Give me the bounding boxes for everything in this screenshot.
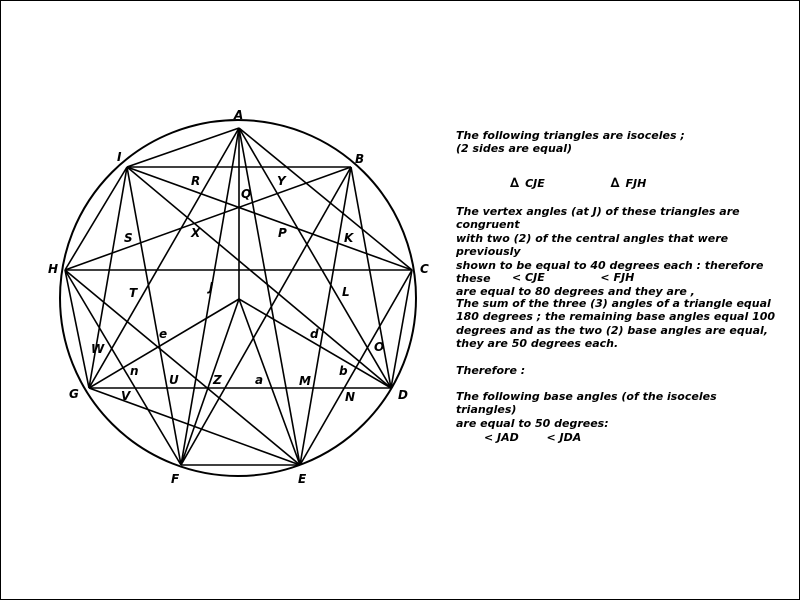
circumscribed-circle: [60, 120, 416, 476]
triangle-symbol-icon: ∆: [610, 176, 620, 191]
triangle-fjh: FJH: [625, 177, 647, 190]
point-label-M: M: [299, 374, 311, 388]
point-label-U: U: [169, 373, 179, 387]
base-angle-list: [484, 431, 581, 444]
triangle-list: [510, 177, 646, 190]
point-label-F: F: [171, 472, 180, 486]
angle-jda: < JDA: [546, 431, 582, 444]
nonagon-diagram: [1, 1, 441, 599]
point-label-J: J: [209, 280, 214, 294]
segment-CI: [127, 167, 412, 270]
point-label-Z: Z: [213, 373, 222, 387]
point-label-A: A: [234, 108, 244, 122]
vertex-angle-list: [512, 271, 634, 284]
point-label-V: V: [121, 389, 131, 403]
point-label-Y: Y: [277, 174, 286, 188]
base-angles-paragraph: The following base angles (of the isoceles triangles) are equal to 50 degrees:: [456, 390, 717, 430]
isosceles-statement: The following triangles are isoceles ; (2 sides are equal): [456, 129, 685, 156]
angle-jad: < JAD: [484, 431, 519, 444]
point-label-P: P: [278, 226, 287, 240]
point-label-G: G: [69, 387, 79, 401]
point-label-X: X: [191, 226, 201, 240]
triangle-symbol-icon: ∆: [510, 176, 520, 191]
point-label-T: T: [129, 286, 138, 300]
point-label-N: N: [345, 390, 356, 404]
point-label-D: D: [398, 388, 408, 402]
point-label-L: L: [342, 285, 350, 299]
point-label-B: B: [355, 152, 365, 166]
canvas: [1, 1, 799, 599]
point-label-n: n: [130, 364, 139, 378]
point-label-I: I: [117, 150, 122, 164]
angle-fjh: < FJH: [600, 271, 635, 284]
point-label-E: E: [298, 472, 307, 486]
point-label-b: b: [339, 364, 348, 378]
point-label-K: K: [344, 231, 354, 245]
vertex-angles-paragraph: The vertex angles (at J) of these triangles are congruent with two (2) of the central angles that were previously shown to be equal to 40 degrees each : therefore these are equal to 80 degrees and they are ,: [456, 205, 764, 299]
triangle-cje: CJE: [525, 177, 545, 190]
angle-cje: < CJE: [512, 271, 545, 284]
point-label-d: d: [310, 327, 319, 341]
point-label-e: e: [159, 327, 168, 341]
therefore-label: Therefore :: [456, 364, 526, 377]
point-label-R: R: [191, 174, 201, 188]
point-label-H: H: [48, 262, 59, 276]
point-label-C: C: [420, 262, 429, 276]
point-label-a: a: [255, 373, 264, 387]
point-label-O: O: [374, 340, 385, 354]
angle-sum-paragraph: The sum of the three (3) angles of a triangle equal 180 degrees ; the remaining base angles equal 100 degrees and as the two (2) base angles are equal, they are 50 degrees each.: [456, 297, 776, 351]
point-label-Q: Q: [241, 187, 252, 201]
point-label-S: S: [124, 231, 133, 245]
point-label-W: W: [91, 342, 105, 356]
diagram-lines: [65, 128, 412, 465]
segment-AE: [239, 128, 300, 465]
